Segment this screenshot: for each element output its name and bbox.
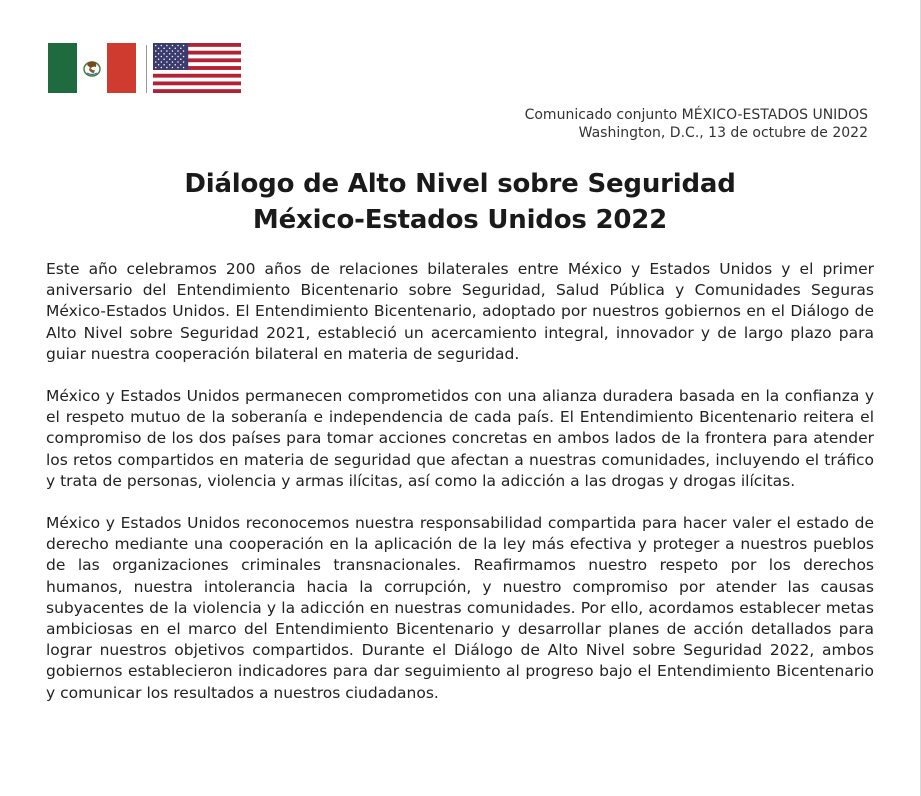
flag-separator (146, 45, 147, 93)
mexico-coat-of-arms-icon (81, 57, 103, 79)
paragraph: México y Estados Unidos permanecen comprometidos con una alianza duradera basada en la confianza y el respeto mutuo de la soberanía e independencia de cada país. El Entendimiento Bicentenario reitera el compromiso de los dos países para tomar acciones concretas en ambos lados de la frontera para atender los retos compartidos en materia de seguridad que afectan a nuestras comunidades, incluyendo el tráfico y trata de personas, violencia y armas ilícitas, así como la adicción a las drogas y drogas ilícitas. (46, 387, 874, 490)
document-title (0, 166, 920, 238)
communique-label: Comunicado conjunto MÉXICO-ESTADOS UNIDOS (524, 107, 868, 123)
paragraph: Este año celebramos 200 años de relaciones bilaterales entre México y Estados Unidos y el primer aniversario del Entendimiento Bicentenario sobre Seguridad, Salud Pública y Comunidades Seguras México-Estados Unidos. El Entendimiento Bicentenario, adoptado por nuestros gobiernos en el Diálogo de Alto Nivel sobre Seguridad 2021, estableció un acercamiento integral, innovador y de largo plazo para guiar nuestra cooperación bilateral en materia de seguridad. (46, 260, 874, 363)
document-body (46, 259, 874, 725)
dateline: Washington, D.C., 13 de octubre de 2022 (578, 125, 868, 141)
usa-flag-icon (153, 43, 241, 93)
paragraph: México y Estados Unidos reconocemos nuestra responsabilidad compartida para hacer valer el estado de derecho mediante una cooperación en la aplicación de la ley más efectiva y proteger a nuestros pueblos de las organizaciones criminales transnacionales. Reafirmamos nuestro respeto por los derechos humanos, nuestra intolerancia hacia la corrupción, y nuestro compromiso por atender las causas subyacentes de la violencia y la adicción en nuestras comunidades. Por ello, acordamos establecer metas ambiciosas en el marco del Entendimiento Bicentenario y desarrollar planes de acción detallados para lograr nuestros objetivos compartidos. Durante el Diálogo de Alto Nivel sobre Seguridad 2022, ambos gobiernos establecieron indicadores para dar seguimiento al progreso bajo el Entendimiento Bicentenario y comunicar los resultados a nuestros ciudadanos. (46, 514, 874, 702)
title-line-1: Diálogo de Alto Nivel sobre Seguridad (184, 169, 736, 199)
title-line-2: México-Estados Unidos 2022 (252, 205, 668, 235)
communique-header (525, 106, 868, 142)
mexico-flag-icon (48, 43, 136, 93)
